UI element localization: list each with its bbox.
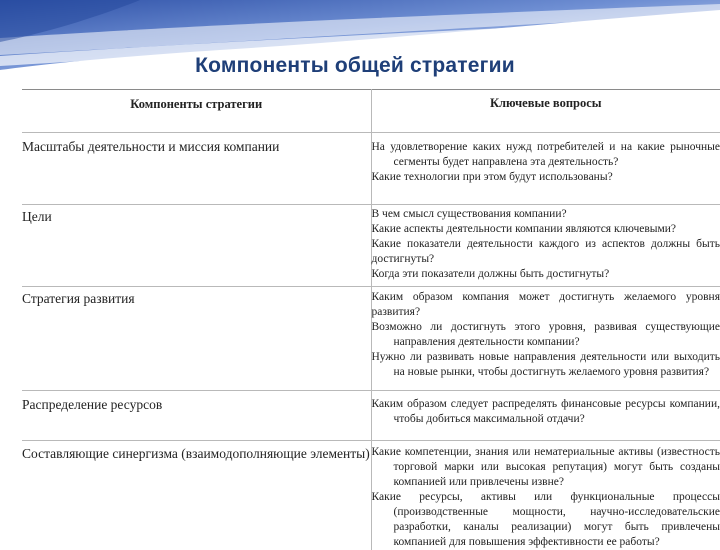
question: Какие компетенции, знания или нематериальные активы (известность торговой марки или высокая репутация) могут быть созданы компанией или привлечены извне?: [372, 445, 720, 490]
question: Какие аспекты деятельности компании являются ключевыми?: [372, 222, 720, 237]
table-row: [22, 391, 720, 441]
table-header-row: [22, 90, 720, 133]
table-row: [22, 441, 720, 550]
component-label: Распределение ресурсов: [22, 397, 371, 413]
component-label: Стратегия развития: [22, 291, 371, 307]
row-component: [22, 391, 371, 441]
row-questions: [371, 441, 720, 550]
row-questions: [371, 287, 720, 391]
row-questions: [371, 133, 720, 205]
row-questions: [371, 205, 720, 287]
component-label: Цели: [22, 209, 371, 225]
question: Каким образом следует распределять финансовые ресурсы компании, чтобы добиться максимальной отдачи?: [372, 397, 720, 427]
row-component: [22, 205, 371, 287]
question: Когда эти показатели должны быть достигнуты?: [372, 267, 720, 282]
header-questions: Ключевые вопросы: [371, 90, 720, 133]
page-title: Компоненты общей стратегии: [0, 54, 710, 78]
question: Нужно ли развивать новые направления деятельности или выходить на новые рынки, чтобы достигнуть желаемого уровня развития?: [372, 350, 720, 380]
row-component: [22, 133, 371, 205]
question: На удовлетворение каких нужд потребителей и на какие рыночные сегменты будет направлена эта деятельность?: [372, 140, 720, 170]
table-row: [22, 205, 720, 287]
header-banner: [0, 0, 720, 95]
header-components: Компоненты стратегии: [22, 90, 371, 133]
row-questions: [371, 391, 720, 441]
table-row: [22, 133, 720, 205]
question: Какие показатели деятельности каждого из аспектов должны быть достигнуты?: [372, 237, 720, 267]
question: Возможно ли достигнуть этого уровня, развивая существующие направления деятельности компании?: [372, 320, 720, 350]
row-component: [22, 441, 371, 550]
strategy-table: [22, 89, 720, 550]
row-component: [22, 287, 371, 391]
question: В чем смысл существования компании?: [372, 207, 720, 222]
component-label: Составляющие синергизма (взаимодополняющие элементы): [22, 446, 371, 462]
question: Какие технологии при этом будут использованы?: [372, 170, 720, 185]
question: Каким образом компания может достигнуть желаемого уровня развития?: [372, 290, 720, 320]
table-row: [22, 287, 720, 391]
component-label: Масштабы деятельности и миссия компании: [22, 139, 371, 155]
question: Какие ресурсы, активы или функциональные процессы (производственные мощности, научно-исследовательские разработки, каналы реализации) могут быть привлечены компанией для повышения эффективности ее работы?: [372, 490, 720, 550]
